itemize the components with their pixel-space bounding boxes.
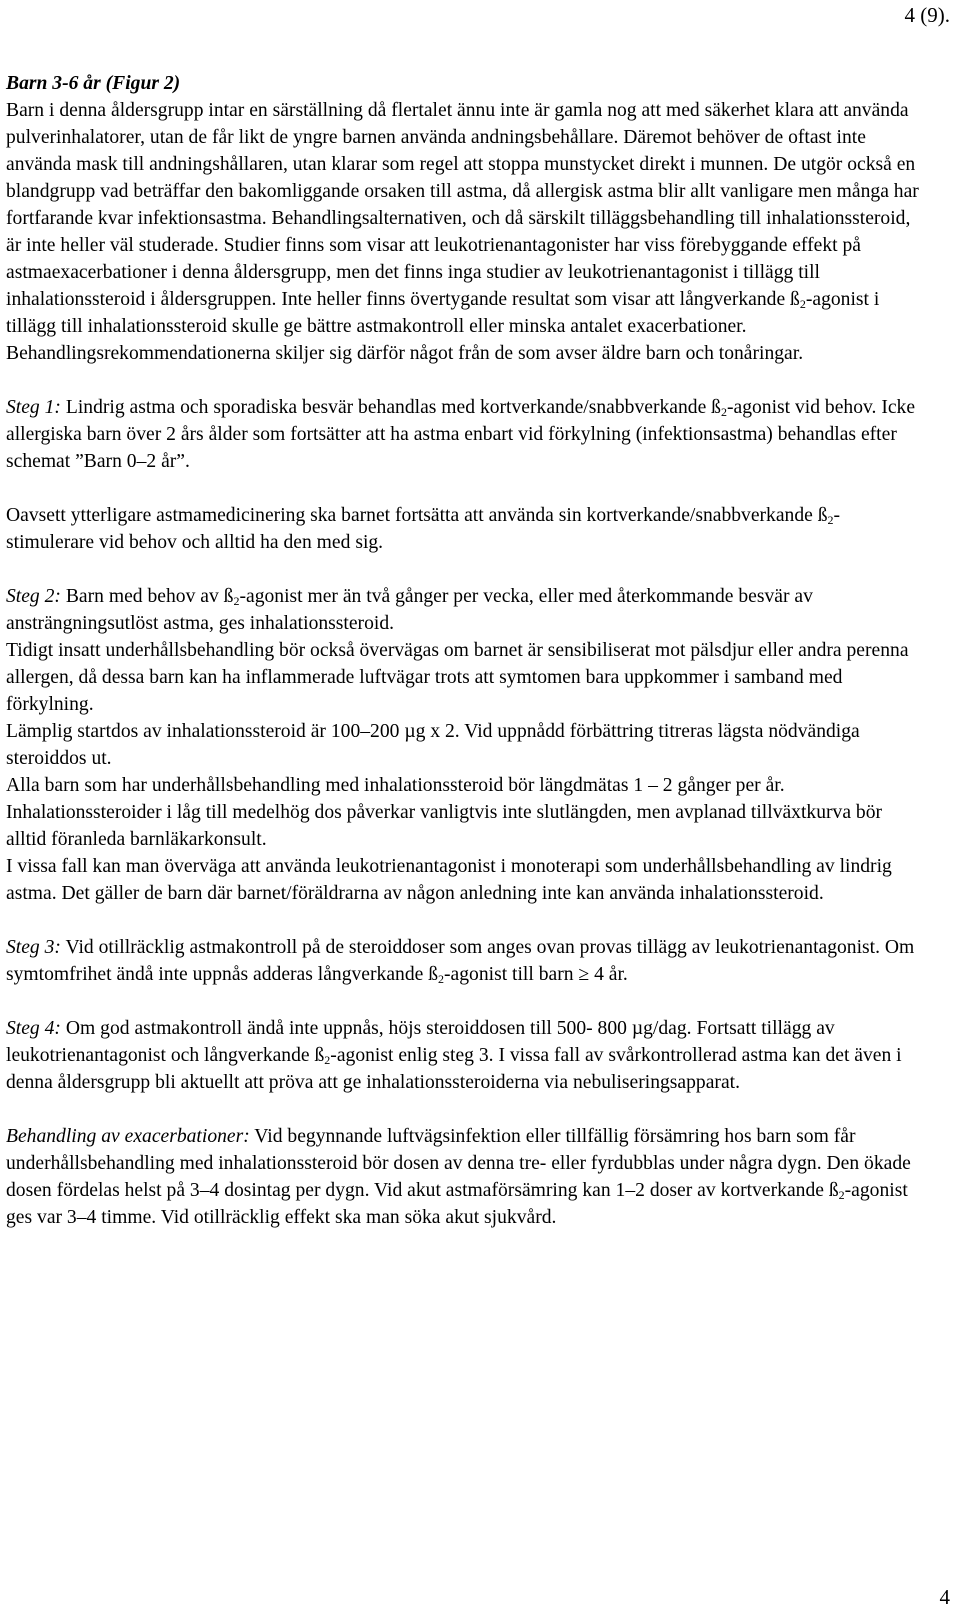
steg3-text-a: Vid otillräcklig astmakontroll på de steroiddoser som anges ovan provas tillägg av leukotrienantagonist. Om symtomfrihet ändå inte uppnås adderas långverkande ß [6, 937, 915, 985]
steg1-paragraph [6, 394, 926, 475]
oavsett-text-b: -stimulerare vid behov och alltid ha den med sig. [6, 505, 841, 553]
steg2-paragraph-5: I vissa fall kan man överväga att använda leukotrienantagonist i monoterapi som underhållsbehandling av lindrig astma. Det gäller de barn där barnet/föräldrarna av någon anledning inte kan använda inhalationssteroid. [6, 856, 892, 904]
steg3-label: Steg 3: [6, 937, 61, 958]
steg1-text-b: -agonist vid behov. Icke allergiska barn över 2 års ålder som fortsätter att ha astma enbart vid förkylning (infektionsastma) behandlas efter schemat ”Barn 0–2 år”. [6, 397, 916, 472]
steg1-label: Steg 1: [6, 397, 61, 418]
exacerbation-label: Behandling av exacerbationer: [6, 1126, 250, 1147]
subscript: 2 [720, 405, 727, 419]
steg4-label: Steg 4: [6, 1018, 61, 1039]
intro-text-end: -agonist i tillägg till inhalationssteroid skulle ge bättre astmakontroll eller minska antalet exacerbationer. Behandlingsrekommendationerna skiljer sig därför något från de som avser äldre barn och tonåringar. [6, 289, 880, 364]
steg2-paragraph-2: Tidigt insatt underhållsbehandling bör också övervägas om barnet är sensibiliserat mot pälsdjur eller andra perenna allergen, då dessa barn kan ha inflammerade luftvägar trots att symtomen bara uppkommer i samband med förkylning. [6, 640, 909, 715]
subscript: 2 [799, 297, 806, 311]
exacerbation-text-b: -agonist ges var 3–4 timme. Vid otillräcklig effekt ska man söka akut sjukvård. [6, 1180, 908, 1228]
page-number-footer: 4 [939, 1585, 950, 1609]
exacerbation-paragraph [6, 1123, 926, 1231]
exacerbation-text-a: Vid begynnande luftvägsinfektion eller tillfällig försämring hos barn som får underhållsbehandling med inhalationssteroid bör dosen av denna tre- eller fyrdubblas under några dygn. Den ökade dosen fördelas helst på 3–4 dosintag per dygn. Vid akut astmaförsämring kan 1–2 doser av kortverkande ß [6, 1126, 911, 1201]
subscript: 2 [233, 594, 240, 608]
steg2-paragraph [6, 583, 926, 637]
steg4-text-b: -agonist enlig steg 3. I vissa fall av svårkontrollerad astma kan det även i denna åldersgrupp bli aktuellt att pröva att ge inhalationssteroiderna via nebuliseringsapparat. [6, 1045, 902, 1093]
steg1-text-a: Lindrig astma och sporadiska besvär behandlas med kortverkande/snabbverkande ß [60, 397, 721, 418]
steg2-text-a: Barn med behov av ß [60, 586, 234, 607]
steg2-label: Steg 2: [6, 586, 61, 607]
steg2-paragraph-3: Lämplig startdos av inhalationssteroid är 100–200 µg x 2. Vid uppnådd förbättring titreras lägsta nödvändiga steroiddos ut. [6, 721, 860, 769]
subscript: 2 [838, 1188, 845, 1202]
oavsett-text-a: Oavsett ytterligare astmamedicinering ska barnet fortsätta att använda sin kortverkande/snabbverkande ß [6, 505, 828, 526]
oavsett-paragraph [6, 502, 926, 556]
section-heading: Barn 3-6 år (Figur 2) [6, 73, 181, 94]
steg3-paragraph [6, 934, 926, 988]
steg2-text-b: -agonist mer än två gånger per vecka, eller med återkommande besvär av ansträngningsutlöst astma, ges inhalationssteroid. [6, 586, 813, 634]
subscript: 2 [324, 1053, 331, 1067]
steg4-paragraph [6, 1015, 926, 1096]
subscript: 2 [438, 972, 445, 986]
steg2-paragraph-4: Alla barn som har underhållsbehandling med inhalationssteroid bör längdmätas 1 – 2 gånger per år. Inhalationssteroider i låg till medelhög dos påverkar vanligtvis inte slutlängden, men avplanad tillväxtkurva bör alltid föranleda barnläkarkonsult. [6, 775, 883, 850]
page-number-header: 4 (9). [904, 3, 950, 27]
document-body [6, 70, 926, 1231]
steg3-text-b: -agonist till barn ≥ 4 år. [444, 964, 628, 985]
section-intro-paragraph [6, 97, 926, 367]
intro-text: Barn i denna åldersgrupp intar en särställning då flertalet ännu inte är gamla nog att med säkerhet klara att använda pulverinhalatorer, utan de får likt de yngre barnen använda andningsbehållare. Däremot behöver de oftast inte använda mask till andningshållaren, utan klarar som regel att stoppa munstycket direkt i munnen. De utgör också en blandgrupp vad beträffar den bakomliggande orsaken till astma, då allergisk astma blir allt vanligare men många har fortfarande kvar infektionsastma. Behandlingsalternativen, och då särskilt tilläggsbehandling till inhalationssteroid, är inte heller väl studerade. Studier finns som visar att leukotrienantagonister har viss förebyggande effekt på astmaexacerbationer i denna åldersgrupp, men det finns inga studier av leukotrienantagonist i tillägg till inhalationssteroid i åldersgruppen. Inte heller finns övertygande resultat som visar att långverkande ß [6, 100, 919, 310]
subscript: 2 [827, 513, 834, 527]
steg4-text-a: Om god astmakontroll ändå inte uppnås, höjs steroiddosen till 500- 800 µg/dag. Fortsatt tillägg av leukotrienantagonist och långverkande ß [6, 1018, 835, 1066]
